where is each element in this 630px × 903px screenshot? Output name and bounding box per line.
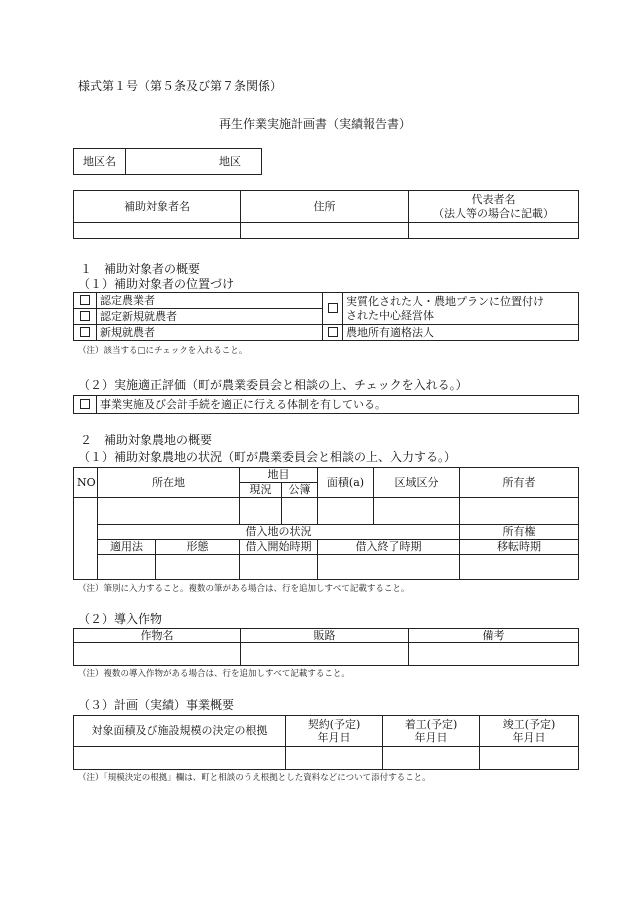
district-label: 地区名 — [74, 149, 126, 175]
header-owner: 所有者 — [460, 468, 579, 498]
checkbox-icon — [328, 303, 338, 313]
contract-ymd: 年月日 — [317, 731, 351, 744]
section1-heading: １ 補助対象者の概要 — [80, 262, 201, 276]
representative-header — [409, 191, 579, 223]
form-cell[interactable] — [156, 555, 240, 580]
remarks-header: 備考 — [409, 629, 579, 643]
applicant-name-header: 補助対象者名 — [74, 191, 241, 223]
option-new-farmer: 新規就農者 — [97, 325, 323, 341]
farmland-table — [73, 467, 579, 580]
checkbox-evaluation[interactable] — [74, 396, 97, 414]
header-lease-end: 借入終了時期 — [318, 540, 460, 555]
checkbox-central-operator[interactable] — [323, 293, 343, 325]
section1-note: （注）該当する□にチェックを入れること。 — [78, 346, 248, 356]
applicant-table — [73, 190, 579, 239]
section2-sub1: （１）補助対象農地の状況（町が農業委員会と相談の上、入力する。） — [78, 450, 457, 464]
checkbox-new-farmer[interactable] — [74, 325, 97, 341]
section2-note1: （注）筆別に入力すること。複数の筆がある場合は、行を追加しすべて記載すること。 — [78, 584, 410, 594]
header-form: 形態 — [156, 540, 240, 555]
crop-name-header: 作物名 — [74, 629, 241, 643]
position-table — [73, 292, 579, 341]
transfer-time-cell[interactable] — [460, 555, 579, 580]
section1-sub1: （１）補助対象者の位置づけ — [78, 277, 235, 291]
plan-table — [73, 715, 579, 770]
location-cell[interactable] — [98, 498, 240, 525]
start-label: 着工(予定) — [404, 717, 458, 731]
finish-label: 竣工(予定) — [502, 717, 556, 731]
district-table — [73, 148, 262, 175]
header-ownership: 所有権 — [460, 525, 579, 540]
checkbox-icon — [80, 399, 90, 409]
section2-note2: （注）複数の導入作物がある場合は、行を追加しすべて記載すること。 — [78, 669, 350, 679]
checkbox-certified-new-farmer[interactable] — [74, 309, 97, 325]
header-land-category: 地目 — [240, 468, 318, 483]
section2-heading: ２ 補助対象農地の概要 — [80, 433, 213, 447]
owner-cell[interactable] — [460, 498, 579, 525]
basis-cell[interactable] — [74, 747, 286, 770]
checkbox-icon — [80, 327, 90, 337]
header-registry: 公簿 — [282, 483, 318, 498]
option-central-operator-line2: された中心経営体 — [346, 308, 434, 322]
applicant-name-cell[interactable] — [74, 223, 241, 239]
zone-cell[interactable] — [374, 498, 460, 525]
current-cell[interactable] — [240, 498, 282, 525]
representative-sublabel: （法人等の場合に記載） — [433, 206, 554, 220]
header-zone: 区域区分 — [374, 468, 460, 498]
section2-sub2: （２）導入作物 — [78, 612, 163, 626]
crop-table — [73, 628, 579, 666]
finish-ymd: 年月日 — [512, 731, 546, 744]
lease-end-cell[interactable] — [318, 555, 460, 580]
option-certified-farmer: 認定農業者 — [97, 293, 323, 309]
checkbox-icon — [80, 295, 90, 305]
finish-cell[interactable] — [480, 747, 579, 770]
start-cell[interactable] — [383, 747, 480, 770]
address-cell[interactable] — [241, 223, 409, 239]
option-certified-new-farmer: 認定新規就農者 — [97, 309, 323, 325]
registry-cell[interactable] — [282, 498, 318, 525]
header-transfer-time: 移転時期 — [460, 540, 579, 555]
sales-channel-header: 販路 — [241, 629, 409, 643]
contract-label: 契約(予定) — [307, 717, 361, 731]
start-header — [383, 716, 480, 747]
option-qualified-corporation: 農地所有適格法人 — [343, 325, 579, 341]
representative-cell[interactable] — [409, 223, 579, 239]
lease-start-cell[interactable] — [240, 555, 318, 580]
no-cell[interactable] — [74, 498, 98, 580]
section2-sub3: （３）計画（実績）事業概要 — [78, 698, 235, 712]
contract-header — [286, 716, 383, 747]
section2-note3: （注）「規模決定の根拠」欄は、町と相談のうえ根拠とした資料などについて添付すること。 — [78, 773, 431, 783]
evaluation-item: 事業実施及び会計手続を適正に行える体制を有している。 — [97, 396, 579, 414]
checkbox-icon — [80, 311, 90, 321]
document-title: 再生作業実施計画書（実績報告書） — [218, 117, 411, 131]
option-central-operator-line1: 実質化された人・農地プランに位置付け — [346, 295, 544, 309]
start-ymd: 年月日 — [414, 731, 448, 744]
representative-label: 代表者名 — [471, 193, 516, 207]
contract-cell[interactable] — [286, 747, 383, 770]
sales-channel-cell[interactable] — [241, 643, 409, 666]
header-lease-start: 借入開始時期 — [240, 540, 318, 555]
evaluation-table — [73, 395, 579, 414]
header-no: NO — [74, 468, 98, 498]
crop-name-cell[interactable] — [74, 643, 241, 666]
address-header: 住所 — [241, 191, 409, 223]
district-field[interactable] — [126, 149, 262, 175]
checkbox-icon — [328, 327, 338, 337]
header-area: 面積(a) — [318, 468, 374, 498]
header-location: 所在地 — [98, 468, 240, 498]
header-applicable-law: 適用法 — [98, 540, 156, 555]
option-central-operator — [343, 293, 579, 325]
checkbox-certified-farmer[interactable] — [74, 293, 97, 309]
section1-sub2: （２）実施適正評価（町が農業委員会と相談の上、チェックを入れる。） — [78, 378, 468, 392]
checkbox-qualified-corporation[interactable] — [323, 325, 343, 341]
header-lease-status: 借入地の状況 — [98, 525, 460, 540]
form-number: 様式第１号（第５条及び第７条関係） — [78, 79, 283, 93]
finish-header — [480, 716, 579, 747]
area-cell[interactable] — [318, 498, 374, 525]
applicable-law-cell[interactable] — [98, 555, 156, 580]
remarks-cell[interactable] — [409, 643, 579, 666]
district-suffix: 地区 — [219, 154, 241, 168]
header-current: 現況 — [240, 483, 282, 498]
basis-header: 対象面積及び施設規模の決定の根拠 — [74, 716, 286, 747]
